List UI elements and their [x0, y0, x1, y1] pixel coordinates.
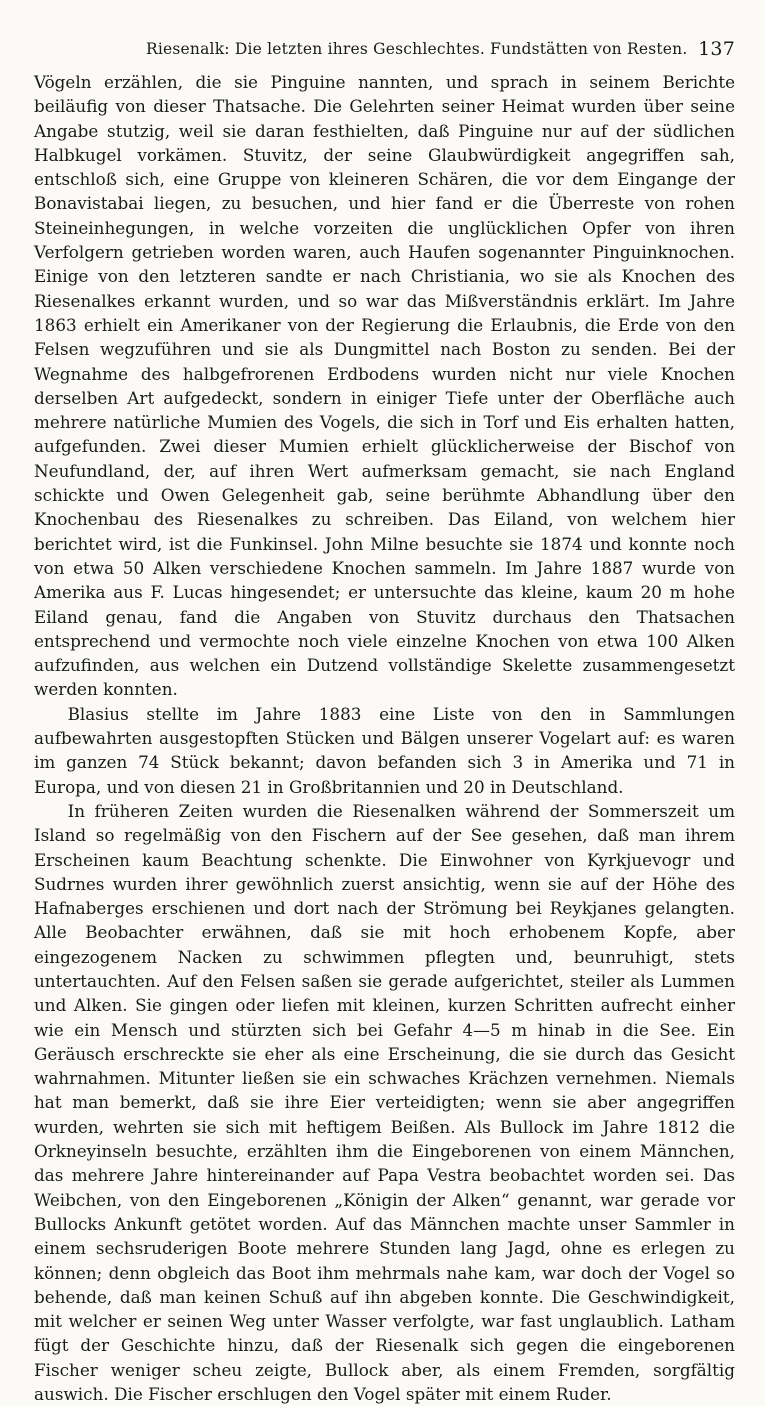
running-title: Riesenalk: Die letzten ihres Geschlechtes. Fundstätten von Resten.: [146, 40, 688, 58]
paragraph: Vögeln erzählen, die sie Pinguine nannten, und sprach in seinem Berichte beiläufig von dieser Thatsache. Die Gelehrten seiner Heimat wurden über seine Angabe stutzig, weil sie daran festhielten, daß Pinguine nur auf der südlichen Halbkugel vorkämen. Stuvitz, der seine Glaubwürdigkeit angegriffen sah, entschloß sich, eine Gruppe von kleineren Schären, die vor dem Eingange der Bonavistabai liegen, zu besuchen, und hier fand er die Überreste von rohen Steineinhegungen, in welche vorzeiten die unglücklichen Opfer von ihren Verfolgern getrieben worden waren, auch Haufen sogenannter Pinguinknochen. Einige von den letzteren sandte er nach Christiania, wo sie als Knochen des Riesenalkes erkannt wurden, und so war das Mißverständnis erklärt. Im Jahre 1863 erhielt ein Amerikaner von der Regierung die Erlaubnis, die Erde von den Felsen wegzuführen und sie als Dungmittel nach Boston zu senden. Bei der Wegnahme des halbgefrorenen Erdbodens wurden nicht nur viele Knochen derselben Art aufgedeckt, sondern in einiger Tiefe unter der Oberfläche auch mehrere natürliche Mumien des Vogels, die sich in Torf und Eis erhalten hatten, aufgefunden. Zwei dieser Mumien erhielt glücklicherweise der Bischof von Neufundland, der, auf ihren Wert aufmerksam gemacht, sie nach England schickte und Owen Gelegenheit gab, seine berühmte Abhandlung über den Knochenbau des Riesenalkes zu schreiben. Das Eiland, von welchem hier berichtet wird, ist die Funkinsel. John Milne besuchte sie 1874 und konnte noch von etwa 50 Alken verschiedene Knochen sammeln. Im Jahre 1887 wurde von Amerika aus F. Lucas hingesendet; er untersuchte das kleine, kaum 20 m hohe Eiland genau, fand die Angaben von Stuvitz durchaus den Thatsachen entsprechend und vermochte noch viele einzelne Knochen von etwa 100 Alken aufzufinden, aus welchen ein Dutzend vollständige Skelette zusammengesetzt werden konnten.: [34, 72, 735, 700]
page-number: 137: [698, 38, 735, 60]
paragraph: Blasius stellte im Jahre 1883 eine Liste von den in Sammlungen aufbewahrten ausgestopften Stücken und Bälgen unserer Vogelart auf: es waren im ganzen 74 Stück bekannt; davon befanden sich 3 in Amerika und 71 in Europa, und von diesen 21 in Großbritannien und 20 in Deutschland.: [34, 703, 735, 797]
paragraph: In früheren Zeiten wurden die Riesenalken während der Sommerszeit um Island so regelmäßig von den Fischern auf der See gesehen, daß man ihrem Erscheinen kaum Beachtung schenkte. Die Einwohner von Kyrkjuevogr und Sudrnes wurden ihrer gewöhnlich zuerst ansichtig, wenn sie auf der Höhe des Hafnaberges erschienen und dort nach der Strömung bei Reykjanes gelangten. Alle Beobachter erwähnen, daß sie mit hoch erhobenem Kopfe, aber eingezogenem Nacken zu schwimmen pflegten und, beunruhigt, stets untertauchten. Auf den Felsen saßen sie gerade aufgerichtet, steiler als Lummen und Alken. Sie gingen oder liefen mit kleinen, kurzen Schritten aufrecht einher wie ein Mensch und stürzten sich bei Gefahr 4—5 m hinab in die See. Ein Geräusch erschreckte sie eher als eine Erscheinung, die sie durch das Gesicht wahrnahmen. Mitunter ließen sie ein schwaches Krächzen vernehmen. Niemals hat man bemerkt, daß sie ihre Eier verteidigten; wenn sie aber angegriffen wurden, wehrten sie sich mit heftigem Beißen. Als Bullock im Jahre 1812 die Orkneyinseln besuchte, erzählten ihm die Eingeborenen von einem Männchen, das mehrere Jahre hintereinander auf Papa Vestra beobachtet worden sei. Das Weibchen, von den Eingeborenen „Königin der Alken“ genannt, war gerade vor Bullocks Ankunft getötet worden. Auf das Männchen machte unser Sammler in einem sechsruderigen Boote mehrere Stunden lang Jagd, ohne es erlegen zu können; denn obgleich das Boot ihm mehrmals nahe kam, war doch der Vogel so behende, daß man keinen Schuß auf ihn abgeben konnte. Die Geschwindigkeit, mit welcher er seinen Weg unter Wasser verfolgte, war fast unglaublich. Latham fügt der Geschichte hinzu, daß der Riesenalk sich gegen die eingeborenen Fischer weniger scheu zeigte, Bullock aber, als einem Fremden, sorgfältig auswich. Die Fischer erschlugen den Vogel später mit einem Ruder.: [34, 800, 735, 1405]
page-header: [34, 38, 735, 66]
body-text: [34, 70, 735, 1406]
